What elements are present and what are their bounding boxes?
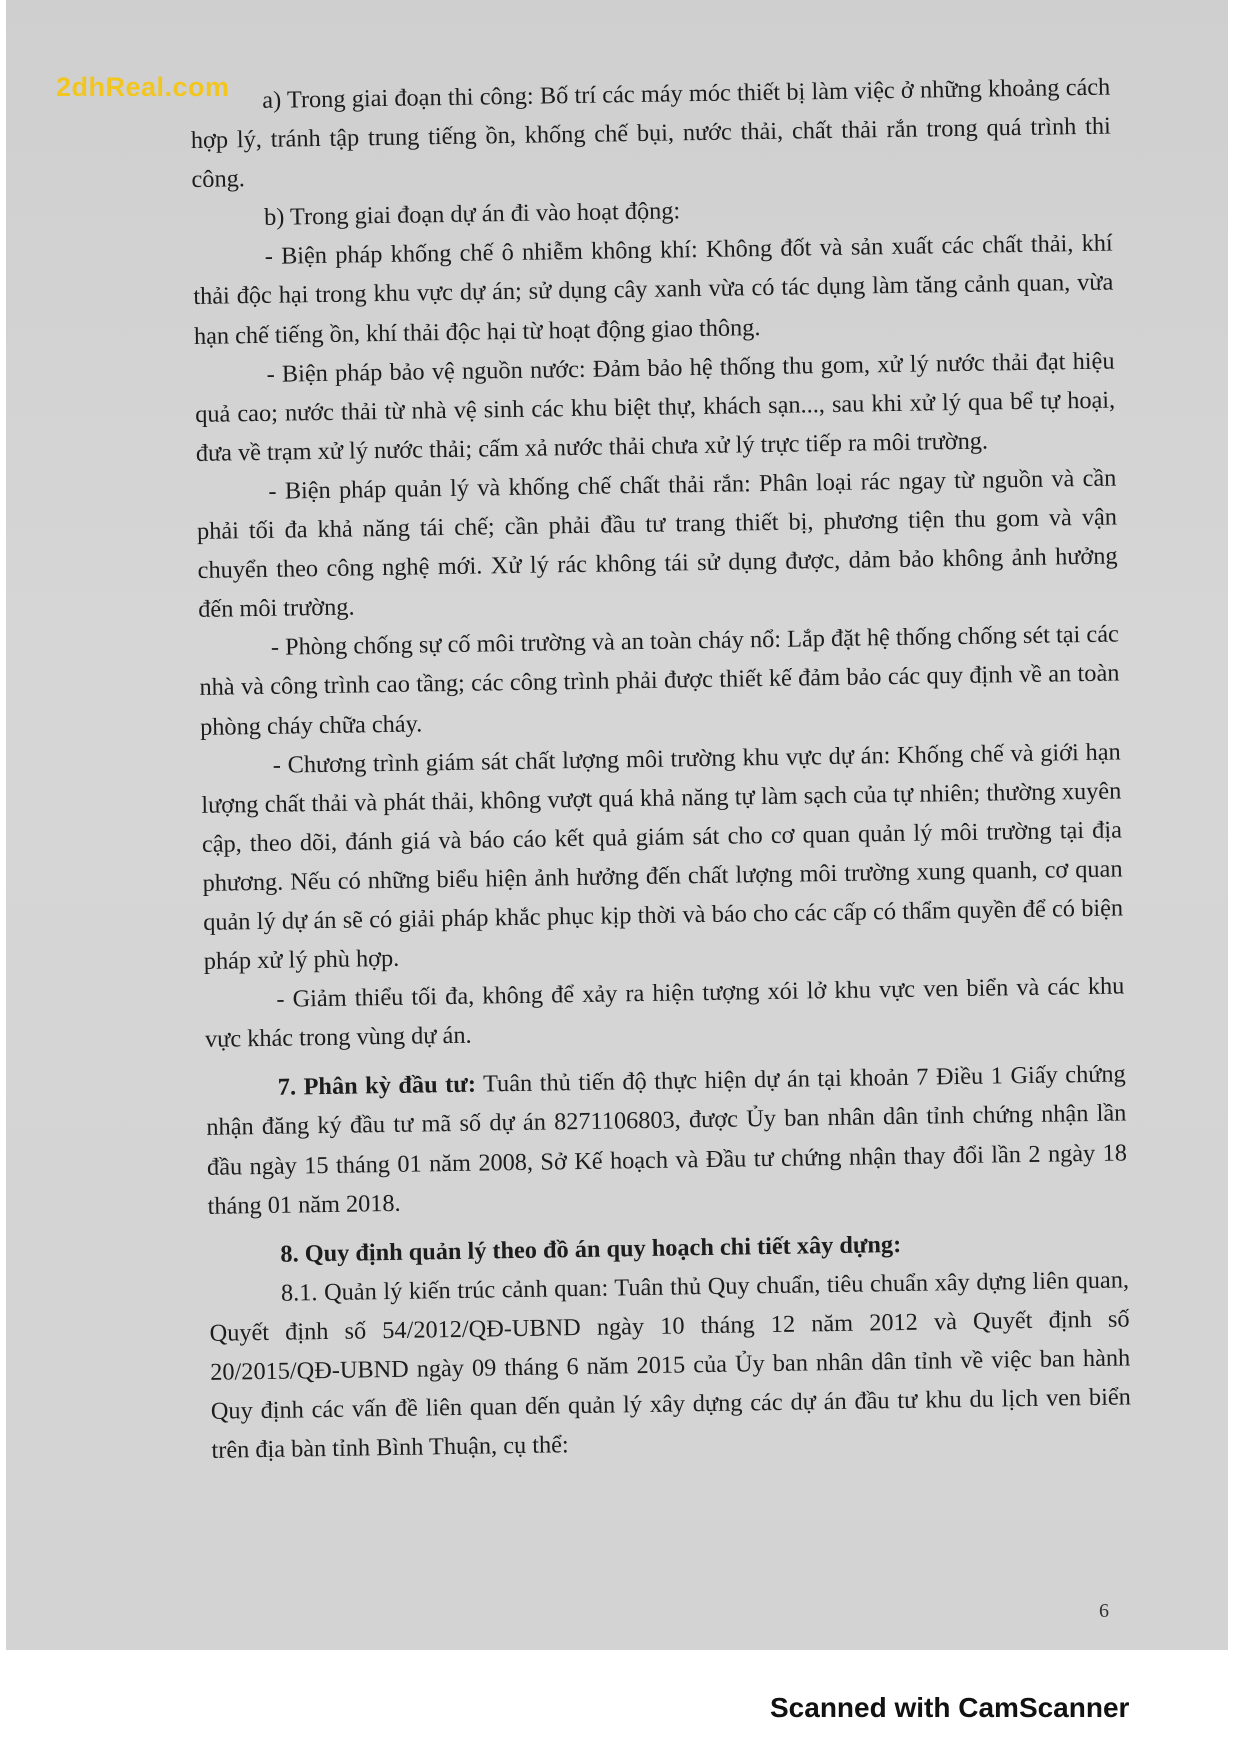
section-7: [206, 1055, 1128, 1226]
scanner-footer: Scanned with CamScanner: [770, 1692, 1130, 1723]
section-8-1: 8.1. Quản lý kiến trúc cảnh quan: Tuân thủ Quy chuẩn, tiêu chuẩn xây dựng liên quan, Quyết định số 54/2012/QĐ-UBND ngày 10 tháng 12 năm 2012 và Quyết định số 20/2015/QĐ-UBND ngày 09 tháng 6 năm 2015 của Ủy ban nhân dân tỉnh về việc ban hành Quy định các vấn đề liên quan dến quản lý xây dựng các dự án đầu tư khu du lịch ven biển trên địa bàn tỉnh Bình Thuận, cụ thể:: [209, 1266, 1131, 1465]
paragraph-a: a) Trong giai đoạn thi công: Bố trí các máy móc thiết bị làm việc ở những khoảng cách hợp lý, tránh tập trung tiếng ồn, khống chế bụi, nước thải, chất thải rắn trong quá trình thi công.: [190, 73, 1112, 194]
section-7-text: Tuân thủ tiến độ thực hiện dự án tại khoản 7 Điều 1 Giấy chứng nhận đăng ký đầu tư mã số dự án 8271106803, được Ủy ban nhân dân tỉnh chứng nhận lần đầu ngày 15 tháng 01 năm 2008, Sở Kế hoạch và Đầu tư chứng nhận thay đổi lần 2 ngày 18 tháng 01 năm 2018.: [206, 1060, 1128, 1220]
paragraph-fire-safety: - Phòng chống sự cố môi trường và an toàn cháy nổ: Lắp đặt hệ thống chống sét tại các nhà và công trình cao tầng; các công trình phải được thiết kế đảm bảo các quy định về an toàn phòng cháy chữa cháy.: [199, 620, 1120, 741]
scanned-page: [6, 0, 1228, 1650]
watermark: 2dhReal.com: [56, 72, 230, 102]
paragraph-b: b) Trong giai đoạn dự án đi vào hoạt động:: [263, 197, 681, 232]
page-number: 6: [1099, 1600, 1109, 1622]
paragraph-erosion: - Giảm thiểu tối đa, không để xảy ra hiện tượng xói lở khu vực ven biển và các khu vực khác trong vùng dự án.: [204, 972, 1125, 1054]
paragraph-monitoring: - Chương trình giám sát chất lượng môi trường khu vực dự án: Khống chế và giới hạn lượng chất thải và phát thải, không vượt quá khả năng tự làm sạch của tự nhiên; thường xuyên cập, theo dõi, đánh giá và báo cáo kết quả giám sát cho cơ quan quản lý môi trường tại địa phương. Nếu có những biểu hiện ảnh hưởng đến chất lượng môi trường xung quanh, cơ quan quản lý dự án sẽ có giải pháp khắc phục kịp thời và báo cho các cấp có thẩm quyền để có biện pháp xử lý phù hợp.: [201, 738, 1124, 975]
paragraph-solid-waste: - Biện pháp quản lý và khống chế chất thải rắn: Phân loại rác ngay từ nguồn và cần phải tối đa khả năng tái chế; cần phải đầu tư trang thiết bị, phương tiện thu gom và vận chuyển theo công nghệ mới. Xử lý rác không tái sử dụng được, dảm bảo không ảnh hưởng đến môi trường.: [196, 464, 1118, 624]
document-body: [190, 68, 1132, 1471]
paragraph-water: - Biện pháp bảo vệ nguồn nước: Đảm bảo hệ thống thu gom, xử lý nước thải đạt hiệu quả cao; nước thải từ nhà vệ sinh các khu biệt thự, khách sạn..., sau khi xử lý qua bể tự hoại, đưa về trạm xử lý nước thải; cấm xả nước thải chưa xử lý trực tiếp ra môi trường.: [195, 347, 1116, 467]
paragraph-air: - Biện pháp khống chế ô nhiễm không khí: Không đốt và sản xuất các chất thải, khí thải độc hại trong khu vực dự án; sử dụng cây xanh vừa có tác dụng làm tăng cảnh quan, vừa hạn chế tiếng ồn, khí thải độc hại từ hoạt động giao thông.: [193, 229, 1114, 350]
section-8-heading: 8. Quy định quản lý theo đồ án quy hoạch chi tiết xây dựng:: [280, 1230, 902, 1268]
section-7-heading: 7. Phân kỳ đầu tư:: [277, 1070, 477, 1102]
